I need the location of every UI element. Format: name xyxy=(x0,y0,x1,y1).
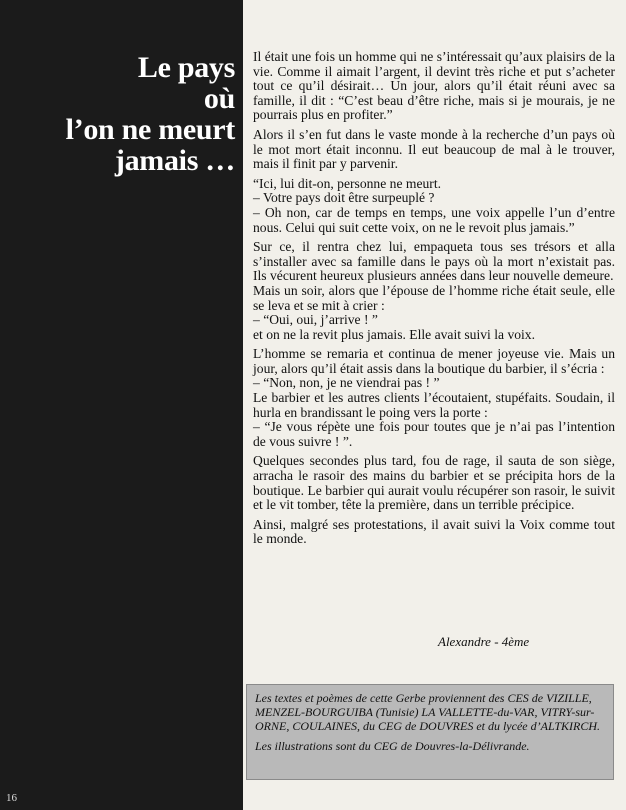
credits-sources: Les textes et poèmes de cette Gerbe proviennent des CES de VIZILLE, MENZEL-BOURGUIBA (Tunisie) LA VALLETTE-du-VAR, VITRY-sur-ORNE, COULAINES, du CEG de DOUVRES et du lycée d’ALTKIRCH. xyxy=(255,691,601,733)
page-number: 16 xyxy=(6,792,17,804)
left-dark-panel xyxy=(0,0,243,810)
story-paragraph: L’homme se remaria et continua de mener joyeuse vie. Mais un jour, alors qu’il était assis dans la boutique du barbier, il s’écria : – “Non, non, je ne viendrai pas ! ” Le barbier et les autres clients l’écoutaient, stupéfaits. Soudain, il hurla en brandissant le poing vers la porte : – “Je vous répète une fois pour toutes que je n’ai pas l’intention de vous suivre ! ”. xyxy=(253,346,615,449)
story-paragraph: Sur ce, il rentra chez lui, empaqueta tous ses trésors et alla s’installer avec sa famille dans le pays où la mort n’existait pas. Ils vécurent heureux plusieurs années dans leur nouvelle demeure. Mais un soir, alors que l’épouse de l’homme riche était seule, elle se leva et se mit à crier : – “Oui, oui, j’arrive ! ” et on ne la revit plus jamais. Elle avait suivi la voix. xyxy=(253,239,615,342)
author-signature: Alexandre - 4ème xyxy=(438,634,530,649)
title-line: jamais … xyxy=(114,144,235,177)
credits-box xyxy=(246,684,614,780)
story-body xyxy=(253,50,615,552)
story-paragraph: Alors il s’en fut dans le vaste monde à la recherche d’un pays où le mot mort était inconnu. Il eut beaucoup de mal à le trouver, mais il finit par y parvenir. xyxy=(253,126,615,172)
title-line: l’on ne meurt xyxy=(65,113,235,146)
story-paragraph: Il était une fois un homme qui ne s’intéressait qu’aux plaisirs de la vie. Comme il aimait l’argent, il devint très riche et put s’acheter tout ce qu’il désirait… Un jour, alors qu’il était réuni avec sa famille, il dit : “C’est beau d’être riche, mais si je mourais, je ne pourrais plus en profiter.” xyxy=(253,49,615,123)
title-line: Le pays xyxy=(137,51,235,84)
story-paragraph: Ainsi, malgré ses protestations, il avait suivi la Voix comme tout le monde. xyxy=(253,516,615,547)
credits-illustrations: Les illustrations sont du CEG de Douvres-la-Délivrande. xyxy=(255,739,530,753)
story-paragraph: “Ici, lui dit-on, personne ne meurt. – Votre pays doit être surpeuplé ? – Oh non, car de temps en temps, une voix appelle l’un d’entre nous. Celui qui suit cette voix, on ne le revoit plus jamais.” xyxy=(253,175,615,235)
title-line: où xyxy=(203,82,235,115)
story-title xyxy=(10,52,235,176)
story-paragraph: Quelques secondes plus tard, fou de rage, il sauta de son siège, arracha le rasoir des mains du barbier et se précipita hors de la boutique. Le barbier qui aurait voulu récupérer son rasoir, le suivit et le vit tomber, tête la première, dans un terrible précipice. xyxy=(253,453,615,513)
